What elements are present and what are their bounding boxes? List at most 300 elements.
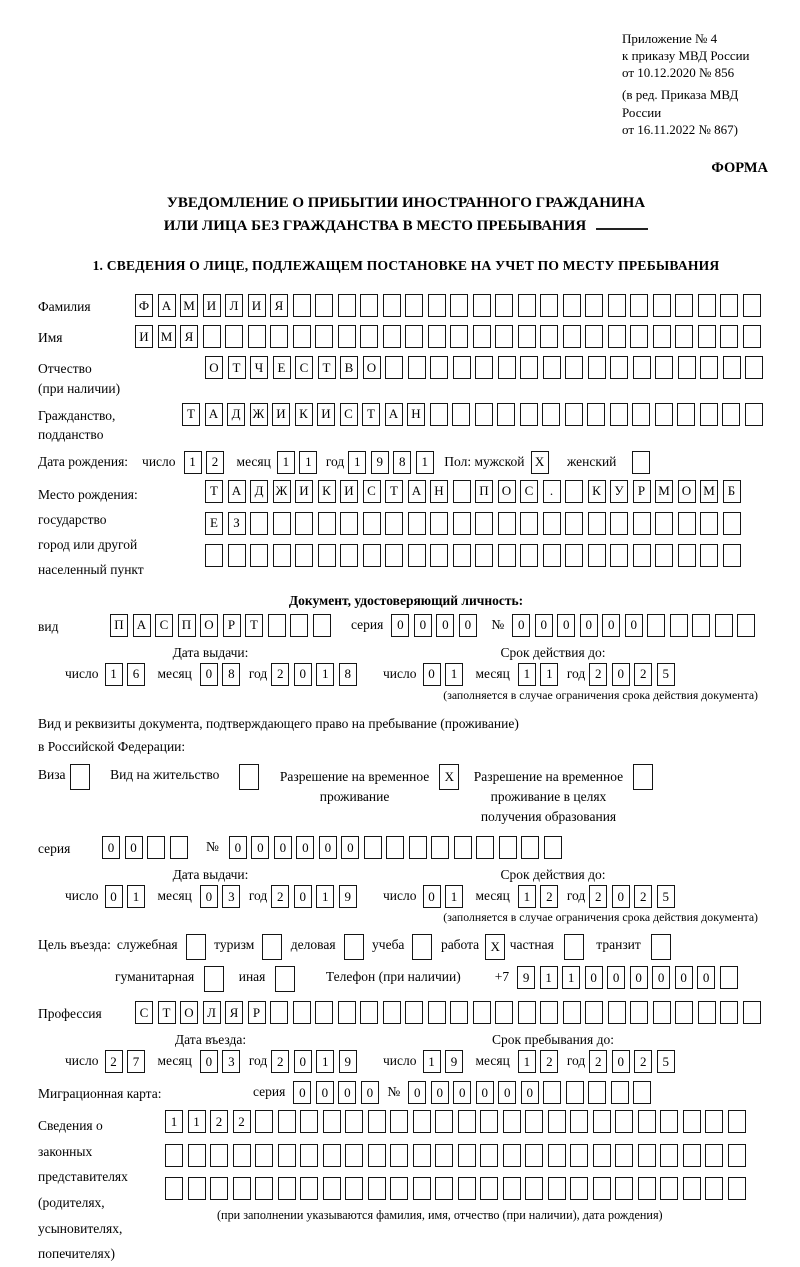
char-cell[interactable] [203,325,221,348]
char-cell[interactable] [705,1144,723,1167]
char-cell[interactable]: 2 [634,663,652,686]
char-cell[interactable]: А [205,403,223,426]
char-cell[interactable]: 0 [453,1081,471,1104]
char-cell[interactable]: И [272,403,290,426]
char-cell[interactable]: 0 [436,614,454,637]
char-cell[interactable] [743,294,761,317]
char-cell[interactable]: А [158,294,176,317]
char-cell[interactable]: 1 [518,663,536,686]
char-cell[interactable]: 1 [562,966,580,989]
char-cell[interactable] [540,294,558,317]
char-cell[interactable] [475,544,493,567]
char-cell[interactable] [647,614,665,637]
char-cell[interactable] [228,544,246,567]
char-cell[interactable] [495,294,513,317]
char-cell[interactable] [705,1110,723,1133]
char-cell[interactable] [633,544,651,567]
char-cell[interactable]: 2 [634,1050,652,1073]
char-cell[interactable] [458,1110,476,1133]
checkbox-cell[interactable] [412,934,432,960]
char-cell[interactable]: Д [250,480,268,503]
char-cell[interactable]: Т [182,403,200,426]
char-cell[interactable]: 0 [296,836,314,859]
char-cell[interactable]: 0 [557,614,575,637]
char-cell[interactable] [318,544,336,567]
char-cell[interactable]: 1 [184,451,202,474]
char-cell[interactable] [413,1110,431,1133]
char-cell[interactable] [700,403,718,426]
char-cell[interactable]: 1 [105,663,123,686]
char-cell[interactable] [345,1110,363,1133]
char-cell[interactable] [638,1110,656,1133]
char-cell[interactable] [610,403,628,426]
char-cell[interactable]: 0 [612,663,630,686]
char-cell[interactable]: О [180,1001,198,1024]
char-cell[interactable]: 5 [657,1050,675,1073]
char-cell[interactable] [428,294,446,317]
char-cell[interactable] [450,325,468,348]
char-cell[interactable] [678,512,696,535]
char-cell[interactable] [368,1144,386,1167]
char-cell[interactable]: А [408,480,426,503]
char-cell[interactable] [698,294,716,317]
char-cell[interactable] [270,325,288,348]
char-cell[interactable] [385,512,403,535]
char-cell[interactable]: 1 [518,1050,536,1073]
char-cell[interactable] [630,325,648,348]
char-cell[interactable] [413,1177,431,1200]
char-cell[interactable]: И [340,480,358,503]
char-cell[interactable] [743,325,761,348]
checkbox-cell[interactable]: X [485,934,505,960]
char-cell[interactable] [633,1081,651,1104]
char-cell[interactable]: 9 [517,966,535,989]
char-cell[interactable] [315,325,333,348]
char-cell[interactable]: П [110,614,128,637]
char-cell[interactable]: С [155,614,173,637]
char-cell[interactable] [360,1001,378,1024]
char-cell[interactable] [360,294,378,317]
char-cell[interactable] [273,544,291,567]
char-cell[interactable] [588,356,606,379]
char-cell[interactable] [743,1001,761,1024]
char-cell[interactable] [205,544,223,567]
char-cell[interactable]: 0 [316,1081,334,1104]
char-cell[interactable]: А [385,403,403,426]
char-cell[interactable]: 0 [602,614,620,637]
char-cell[interactable]: Т [318,356,336,379]
char-cell[interactable] [543,512,561,535]
char-cell[interactable]: 1 [188,1110,206,1133]
char-cell[interactable] [683,1144,701,1167]
char-cell[interactable]: 1 [165,1110,183,1133]
char-cell[interactable]: И [317,403,335,426]
char-cell[interactable] [170,836,188,859]
char-cell[interactable] [585,325,603,348]
char-cell[interactable] [315,1001,333,1024]
char-cell[interactable] [608,294,626,317]
char-cell[interactable] [345,1144,363,1167]
char-cell[interactable] [520,544,538,567]
char-cell[interactable] [728,1177,746,1200]
char-cell[interactable] [363,544,381,567]
char-cell[interactable] [248,325,266,348]
char-cell[interactable] [428,325,446,348]
char-cell[interactable] [278,1144,296,1167]
char-cell[interactable] [475,403,493,426]
char-cell[interactable]: 0 [293,1081,311,1104]
char-cell[interactable]: У [610,480,628,503]
char-cell[interactable] [450,1001,468,1024]
char-cell[interactable] [473,325,491,348]
char-cell[interactable]: 1 [127,885,145,908]
char-cell[interactable]: 0 [414,614,432,637]
char-cell[interactable]: 1 [316,663,334,686]
char-cell[interactable] [677,403,695,426]
char-cell[interactable] [715,614,733,637]
char-cell[interactable]: 0 [274,836,292,859]
char-cell[interactable] [405,1001,423,1024]
char-cell[interactable] [692,614,710,637]
char-cell[interactable] [655,544,673,567]
char-cell[interactable] [700,356,718,379]
char-cell[interactable] [430,544,448,567]
char-cell[interactable] [383,1001,401,1024]
char-cell[interactable]: 0 [498,1081,516,1104]
char-cell[interactable] [295,544,313,567]
char-cell[interactable] [720,1001,738,1024]
char-cell[interactable] [745,356,763,379]
char-cell[interactable]: 0 [341,836,359,859]
char-cell[interactable] [364,836,382,859]
char-cell[interactable] [255,1144,273,1167]
char-cell[interactable] [431,836,449,859]
char-cell[interactable]: 1 [316,885,334,908]
char-cell[interactable]: 1 [299,451,317,474]
checkbox-cell[interactable] [186,934,206,960]
char-cell[interactable] [270,1001,288,1024]
char-cell[interactable] [368,1177,386,1200]
char-cell[interactable] [720,294,738,317]
char-cell[interactable] [543,356,561,379]
char-cell[interactable]: О [205,356,223,379]
char-cell[interactable] [544,836,562,859]
char-cell[interactable]: 0 [319,836,337,859]
char-cell[interactable]: Б [723,480,741,503]
char-cell[interactable] [498,544,516,567]
checkbox-cell[interactable] [239,764,259,790]
char-cell[interactable] [543,544,561,567]
char-cell[interactable] [728,1144,746,1167]
char-cell[interactable] [250,544,268,567]
char-cell[interactable] [548,1144,566,1167]
char-cell[interactable] [588,512,606,535]
char-cell[interactable] [250,512,268,535]
checkbox-cell[interactable]: X [439,764,459,790]
char-cell[interactable] [480,1144,498,1167]
char-cell[interactable]: Ж [273,480,291,503]
char-cell[interactable]: 0 [200,663,218,686]
char-cell[interactable] [368,1110,386,1133]
char-cell[interactable] [452,403,470,426]
char-cell[interactable] [385,356,403,379]
char-cell[interactable] [520,356,538,379]
char-cell[interactable] [615,1144,633,1167]
char-cell[interactable] [225,325,243,348]
char-cell[interactable] [698,1001,716,1024]
char-cell[interactable]: 5 [657,885,675,908]
char-cell[interactable]: 1 [348,451,366,474]
char-cell[interactable] [675,294,693,317]
char-cell[interactable] [495,1001,513,1024]
char-cell[interactable]: 2 [271,885,289,908]
char-cell[interactable] [383,294,401,317]
char-cell[interactable] [608,325,626,348]
char-cell[interactable]: 0 [625,614,643,637]
char-cell[interactable] [518,1001,536,1024]
char-cell[interactable] [563,325,581,348]
char-cell[interactable] [323,1177,341,1200]
char-cell[interactable] [313,614,331,637]
char-cell[interactable]: 9 [339,1050,357,1073]
char-cell[interactable] [540,1001,558,1024]
char-cell[interactable] [678,356,696,379]
char-cell[interactable]: О [678,480,696,503]
char-cell[interactable] [588,1081,606,1104]
char-cell[interactable] [525,1110,543,1133]
checkbox-cell[interactable] [633,764,653,790]
char-cell[interactable] [566,1081,584,1104]
char-cell[interactable] [435,1177,453,1200]
char-cell[interactable]: З [228,512,246,535]
char-cell[interactable]: А [228,480,246,503]
char-cell[interactable] [737,614,755,637]
char-cell[interactable]: И [203,294,221,317]
char-cell[interactable] [520,403,538,426]
char-cell[interactable] [408,512,426,535]
char-cell[interactable]: М [700,480,718,503]
char-cell[interactable] [300,1144,318,1167]
char-cell[interactable]: Р [248,1001,266,1024]
char-cell[interactable] [728,1110,746,1133]
char-cell[interactable]: 8 [393,451,411,474]
char-cell[interactable] [453,480,471,503]
char-cell[interactable] [525,1144,543,1167]
char-cell[interactable] [188,1177,206,1200]
char-cell[interactable] [720,325,738,348]
checkbox-cell[interactable] [632,451,650,474]
char-cell[interactable] [318,512,336,535]
char-cell[interactable] [615,1110,633,1133]
char-cell[interactable] [518,294,536,317]
char-cell[interactable] [255,1110,273,1133]
char-cell[interactable]: 2 [206,451,224,474]
char-cell[interactable] [458,1144,476,1167]
char-cell[interactable] [290,614,308,637]
char-cell[interactable] [430,356,448,379]
char-cell[interactable] [278,1110,296,1133]
char-cell[interactable] [563,1001,581,1024]
checkbox-cell[interactable] [262,934,282,960]
char-cell[interactable]: 2 [589,1050,607,1073]
char-cell[interactable] [495,325,513,348]
char-cell[interactable]: 2 [271,663,289,686]
char-cell[interactable] [435,1144,453,1167]
char-cell[interactable]: Ж [250,403,268,426]
char-cell[interactable]: Н [407,403,425,426]
char-cell[interactable]: И [248,294,266,317]
char-cell[interactable] [383,325,401,348]
char-cell[interactable]: С [295,356,313,379]
char-cell[interactable] [405,325,423,348]
char-cell[interactable]: 1 [540,663,558,686]
char-cell[interactable]: Т [228,356,246,379]
char-cell[interactable]: 2 [589,885,607,908]
char-cell[interactable]: 9 [445,1050,463,1073]
char-cell[interactable] [638,1177,656,1200]
char-cell[interactable] [655,356,673,379]
char-cell[interactable] [655,403,673,426]
char-cell[interactable] [720,966,738,989]
char-cell[interactable] [454,836,472,859]
char-cell[interactable] [323,1110,341,1133]
char-cell[interactable]: 0 [675,966,693,989]
char-cell[interactable]: Т [385,480,403,503]
char-cell[interactable]: 2 [271,1050,289,1073]
char-cell[interactable] [338,325,356,348]
char-cell[interactable]: С [340,403,358,426]
char-cell[interactable]: П [178,614,196,637]
char-cell[interactable]: 8 [222,663,240,686]
char-cell[interactable] [610,356,628,379]
char-cell[interactable]: 1 [445,885,463,908]
char-cell[interactable]: 0 [251,836,269,859]
char-cell[interactable] [450,294,468,317]
char-cell[interactable] [570,1110,588,1133]
char-cell[interactable] [497,403,515,426]
char-cell[interactable] [435,1110,453,1133]
char-cell[interactable]: 0 [105,885,123,908]
char-cell[interactable]: С [135,1001,153,1024]
char-cell[interactable]: 2 [589,663,607,686]
char-cell[interactable]: К [295,403,313,426]
char-cell[interactable] [323,1144,341,1167]
char-cell[interactable]: 0 [585,966,603,989]
char-cell[interactable]: Е [273,356,291,379]
char-cell[interactable] [503,1144,521,1167]
char-cell[interactable]: 0 [535,614,553,637]
char-cell[interactable]: 0 [423,885,441,908]
char-cell[interactable]: Т [205,480,223,503]
char-cell[interactable] [273,512,291,535]
char-cell[interactable] [338,1001,356,1024]
char-cell[interactable]: 3 [222,1050,240,1073]
char-cell[interactable] [165,1144,183,1167]
char-cell[interactable] [300,1110,318,1133]
char-cell[interactable]: 0 [294,1050,312,1073]
char-cell[interactable]: В [340,356,358,379]
char-cell[interactable]: С [520,480,538,503]
char-cell[interactable]: А [133,614,151,637]
char-cell[interactable] [633,356,651,379]
char-cell[interactable] [570,1177,588,1200]
char-cell[interactable] [700,512,718,535]
char-cell[interactable]: 7 [127,1050,145,1073]
char-cell[interactable]: Д [227,403,245,426]
char-cell[interactable] [670,614,688,637]
char-cell[interactable] [698,325,716,348]
char-cell[interactable] [233,1177,251,1200]
char-cell[interactable]: Р [223,614,241,637]
char-cell[interactable] [520,512,538,535]
char-cell[interactable] [295,512,313,535]
char-cell[interactable] [525,1177,543,1200]
char-cell[interactable] [255,1177,273,1200]
char-cell[interactable] [210,1177,228,1200]
char-cell[interactable] [473,1001,491,1024]
char-cell[interactable] [340,512,358,535]
char-cell[interactable]: Р [633,480,651,503]
char-cell[interactable] [660,1110,678,1133]
char-cell[interactable] [542,403,560,426]
char-cell[interactable]: Л [203,1001,221,1024]
char-cell[interactable] [498,356,516,379]
char-cell[interactable]: И [135,325,153,348]
char-cell[interactable] [653,325,671,348]
char-cell[interactable] [630,294,648,317]
char-cell[interactable] [405,294,423,317]
char-cell[interactable]: 0 [607,966,625,989]
char-cell[interactable]: М [180,294,198,317]
char-cell[interactable] [476,836,494,859]
char-cell[interactable]: Я [225,1001,243,1024]
char-cell[interactable] [521,836,539,859]
char-cell[interactable] [503,1177,521,1200]
char-cell[interactable] [683,1110,701,1133]
char-cell[interactable] [315,294,333,317]
char-cell[interactable] [453,512,471,535]
char-cell[interactable]: К [318,480,336,503]
char-cell[interactable] [408,356,426,379]
char-cell[interactable] [563,294,581,317]
char-cell[interactable] [611,1081,629,1104]
char-cell[interactable]: Т [362,403,380,426]
char-cell[interactable]: 0 [512,614,530,637]
char-cell[interactable] [390,1110,408,1133]
char-cell[interactable]: 0 [102,836,120,859]
char-cell[interactable] [475,512,493,535]
char-cell[interactable] [430,403,448,426]
char-cell[interactable]: Е [205,512,223,535]
char-cell[interactable]: 0 [200,885,218,908]
char-cell[interactable]: 2 [540,1050,558,1073]
char-cell[interactable] [233,1144,251,1167]
char-cell[interactable]: 1 [518,885,536,908]
char-cell[interactable] [585,294,603,317]
char-cell[interactable] [705,1177,723,1200]
char-cell[interactable] [165,1177,183,1200]
char-cell[interactable]: 2 [105,1050,123,1073]
char-cell[interactable] [409,836,427,859]
char-cell[interactable]: 0 [125,836,143,859]
char-cell[interactable]: О [363,356,381,379]
char-cell[interactable]: 2 [634,885,652,908]
char-cell[interactable] [340,544,358,567]
char-cell[interactable]: Ф [135,294,153,317]
char-cell[interactable]: И [295,480,313,503]
char-cell[interactable] [675,325,693,348]
char-cell[interactable] [615,1177,633,1200]
